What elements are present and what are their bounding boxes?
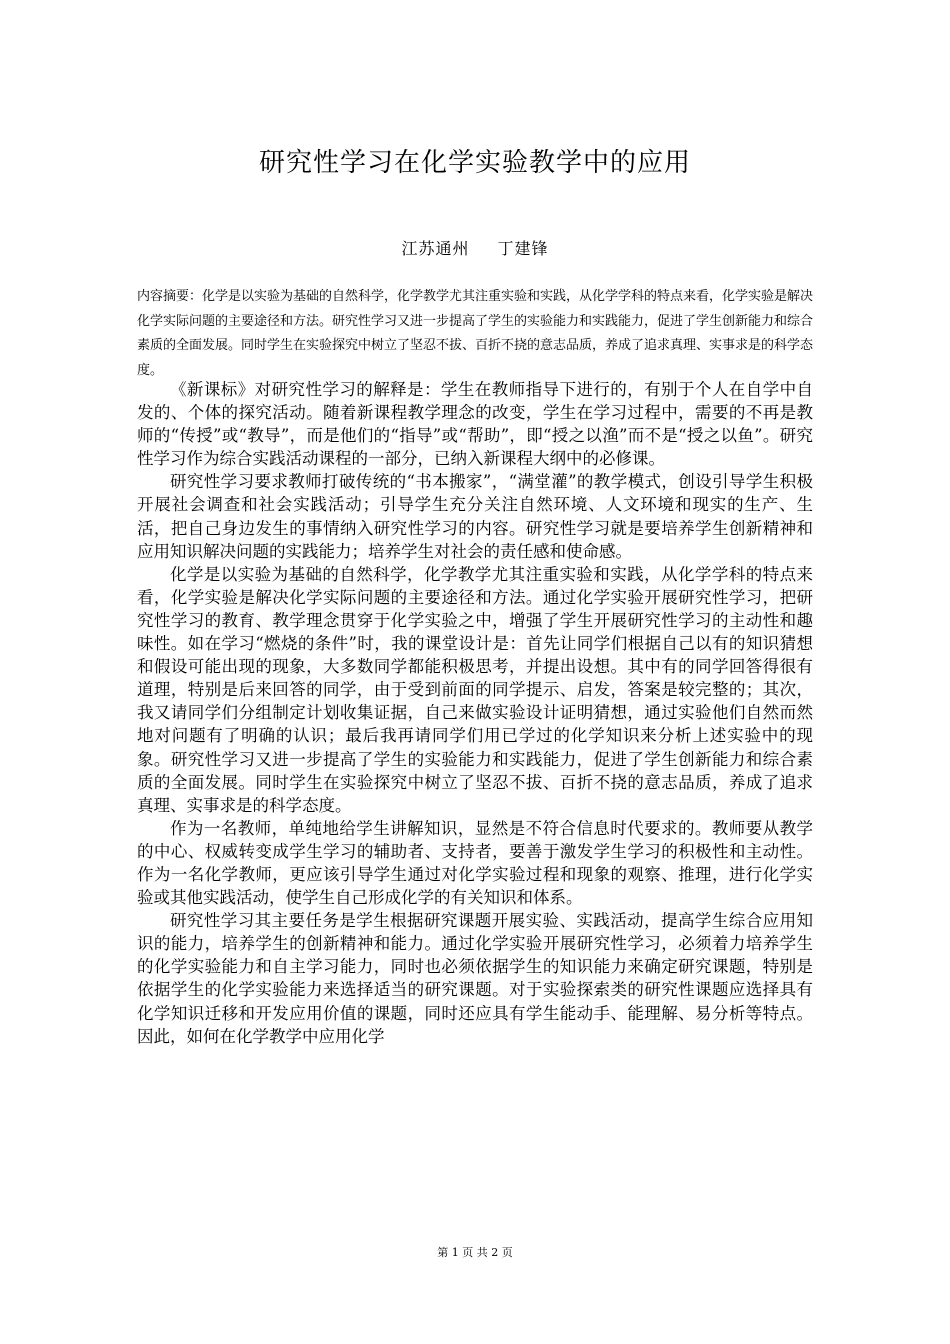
article-body	[137, 378, 813, 1048]
page-footer: 第 1 页 共 2 页	[437, 1246, 513, 1259]
author-name: 丁建锋	[497, 239, 549, 258]
body-paragraph: 《新课标》对研究性学习的解释是：学生在教师指导下进行的，有别于个人在自学中自发的、个体的探究活动。随着新课程教学理念的改变，学生在学习过程中，需要的不再是教师的“传授”或“教导”，而是他们的“指导”或“帮助”，即“授之以渔”而不是“授之以鱼”。研究性学习作为综合实践活动课程的一部分，已纳入新课程大纲中的必修课。	[137, 380, 813, 469]
author-location: 江苏通州	[401, 239, 470, 258]
document-title: 研究性学习在化学实验教学中的应用	[258, 148, 691, 178]
body-paragraph: 化学是以实验为基础的自然科学，化学教学尤其注重实验和实践，从化学学科的特点来看，化学实验是解决化学实际问题的主要途径和方法。通过化学实验开展研究性学习，把研究性学习的教育、教学理念贯穿于化学实验之中，增强了学生开展研究性学习的主动性和趣味性。如在学习“燃烧的条件”时，我的课堂设计是：首先让同学们根据自己以有的知识猜想和假设可能出现的现象，大多数同学都能积极思考，并提出设想。其中有的同学回答得很有道理，特别是后来回答的同学，由于受到前面的同学提示、启发，答案是较完整的；其次，我又请同学们分组制定计划收集证据，自己来做实验设计证明猜想，通过实验他们自然而然地对问题有了明确的认识；最后我再请同学们用已学过的化学知识来分析上述实验中的现象。研究性学习又进一步提高了学生的实验能力和实践能力，促进了学生创新能力和综合素质的全面发展。同时学生在实验探究中树立了坚忍不拔、百折不挠的意志品质，养成了追求真理、实事求是的科学态度。	[137, 564, 813, 815]
body-paragraph: 研究性学习其主要任务是学生根据研究课题开展实验、实践活动，提高学生综合应用知识的能力，培养学生的创新精神和能力。通过化学实验开展研究性学习，必须着力培养学生的化学实验能力和自主学习能力，同时也必须依据学生的知识能力来确定研究课题，特别是依据学生的化学实验能力来选择适当的研究课题。对于实验探索类的研究性课题应选择具有化学知识迁移和开发应用价值的课题，同时还应具有学生能动手、能理解、易分析等特点。因此，如何在化学教学中应用化学	[137, 911, 813, 1046]
body-paragraph: 研究性学习要求教师打破传统的“书本搬家”，“满堂灌”的教学模式，创设引导学生积极开展社会调查和社会实践活动；引导学生充分关注自然环境、人文环境和现实的生产、生活，把自己身边发生的事情纳入研究性学习的内容。研究性学习就是要培养学生创新精神和应用知识解决问题的实践能力；培养学生对社会的责任感和使命感。	[137, 472, 813, 561]
abstract: 内容摘要：化学是以实验为基础的自然科学，化学教学尤其注重实验和实践，从化学学科的特点来看，化学实验是解决化学实际问题的主要途径和方法。研究性学习又进一步提高了学生的实验能力和实践能力，促进了学生创新能力和综合素质的全面发展。同时学生在实验探究中树立了坚忍不拔、百折不挠的意志品质，养成了追求真理、实事求是的科学态度。	[137, 289, 814, 378]
body-paragraph: 作为一名教师，单纯地给学生讲解知识，显然是不符合信息时代要求的。教师要从教学的中心、权威转变成学生学习的辅助者、支持者，要善于激发学生学习的积极性和主动性。作为一名化学教师，更应该引导学生通过对化学实验过程和现象的观察、推理，进行化学实验或其他实践活动，使学生自己形成化学的有关知识和体系。	[137, 818, 813, 908]
author-line	[0, 238, 950, 260]
